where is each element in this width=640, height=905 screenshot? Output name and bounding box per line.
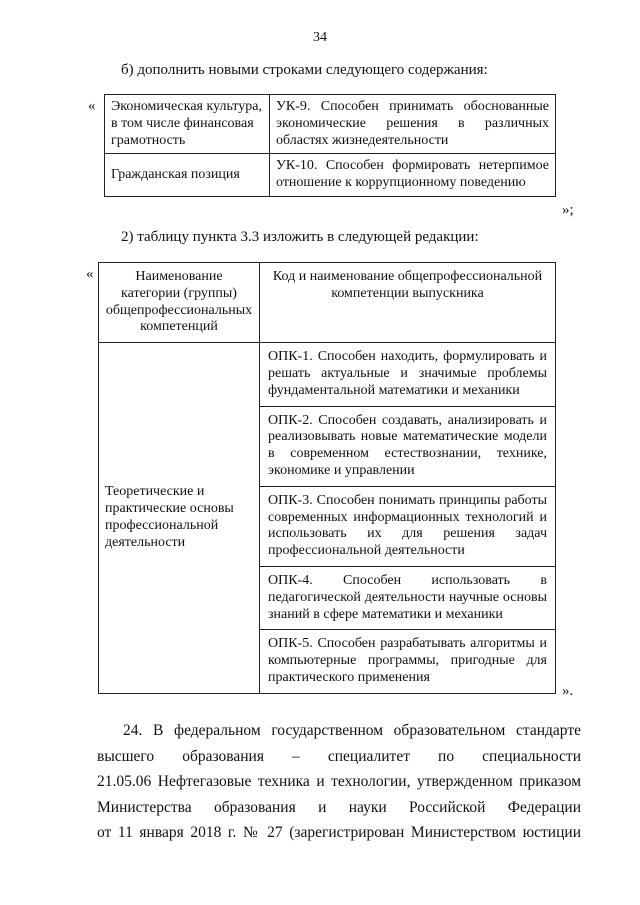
closing-quote: »; <box>562 202 574 218</box>
table-row <box>105 95 556 154</box>
paragraph-line: 21.05.06 Нефтегазовые техника и технологии, утвержденном приказом <box>97 773 581 790</box>
table-row <box>105 154 556 197</box>
competence-cell: ОПК-2. Способен создавать, анализировать и реализовывать новые математические модели в современном естествознании, технике, экономике и управлении <box>260 406 556 486</box>
paragraph-line: от 11 января 2018 г. № 27 (зарегистрирован Министерством юстиции <box>97 824 581 841</box>
column-header-competence: Код и наименование общепрофессиональной компетенции выпускника <box>260 263 556 343</box>
table-row <box>99 343 556 406</box>
intro-text-c: 2) таблицу пункта 3.3 изложить в следующей редакции: <box>121 229 479 245</box>
competence-cell: ОПК-5. Способен разрабатывать алгоритмы и компьютерные программы, пригодные для практического применения <box>260 630 556 693</box>
competence-table-opk <box>98 262 556 694</box>
intro-text-b: б) дополнить новыми строками следующего содержания: <box>121 62 488 78</box>
competence-cell: ОПК-3. Способен понимать принципы работы современных информационных технологий и использовать их для решения задач профессиональной деятельности <box>260 486 556 566</box>
category-cell: Гражданская позиция <box>105 154 270 197</box>
paragraph-24 <box>97 718 581 846</box>
paragraph-line: Министерства образования и науки Российской Федерации <box>97 798 581 816</box>
opening-quote: « <box>88 98 96 114</box>
competence-cell: УК-10. Способен формировать нетерпимое отношение к коррупционному поведению <box>270 154 556 197</box>
page-number: 34 <box>313 30 327 45</box>
opening-quote: « <box>86 266 94 282</box>
competence-cell: ОПК-4. Способен использовать в педагогической деятельности научные основы знаний в сфере математики и механики <box>260 566 556 629</box>
category-cell: Экономическая культура, в том числе финансовая грамотность <box>105 95 270 154</box>
category-cell: Теоретические и практические основы профессиональной деятельности <box>99 343 260 694</box>
table-header-row <box>99 263 556 343</box>
competence-cell: УК-9. Способен принимать обоснованные экономические решения в различных областях жизнедеятельности <box>270 95 556 154</box>
competence-table-uk <box>104 94 556 197</box>
column-header-category: Наименование категории (группы) общепрофессиональных компетенций <box>99 263 260 343</box>
paragraph-line: высшего образования – специалитет по специальности <box>97 747 581 765</box>
competence-cell: ОПК-1. Способен находить, формулировать и решать актуальные и значимые проблемы фундаментальной математики и механики <box>260 343 556 406</box>
closing-quote: ». <box>562 683 574 699</box>
paragraph-line: 24. В федеральном государственном образовательном стандарте <box>123 722 581 739</box>
